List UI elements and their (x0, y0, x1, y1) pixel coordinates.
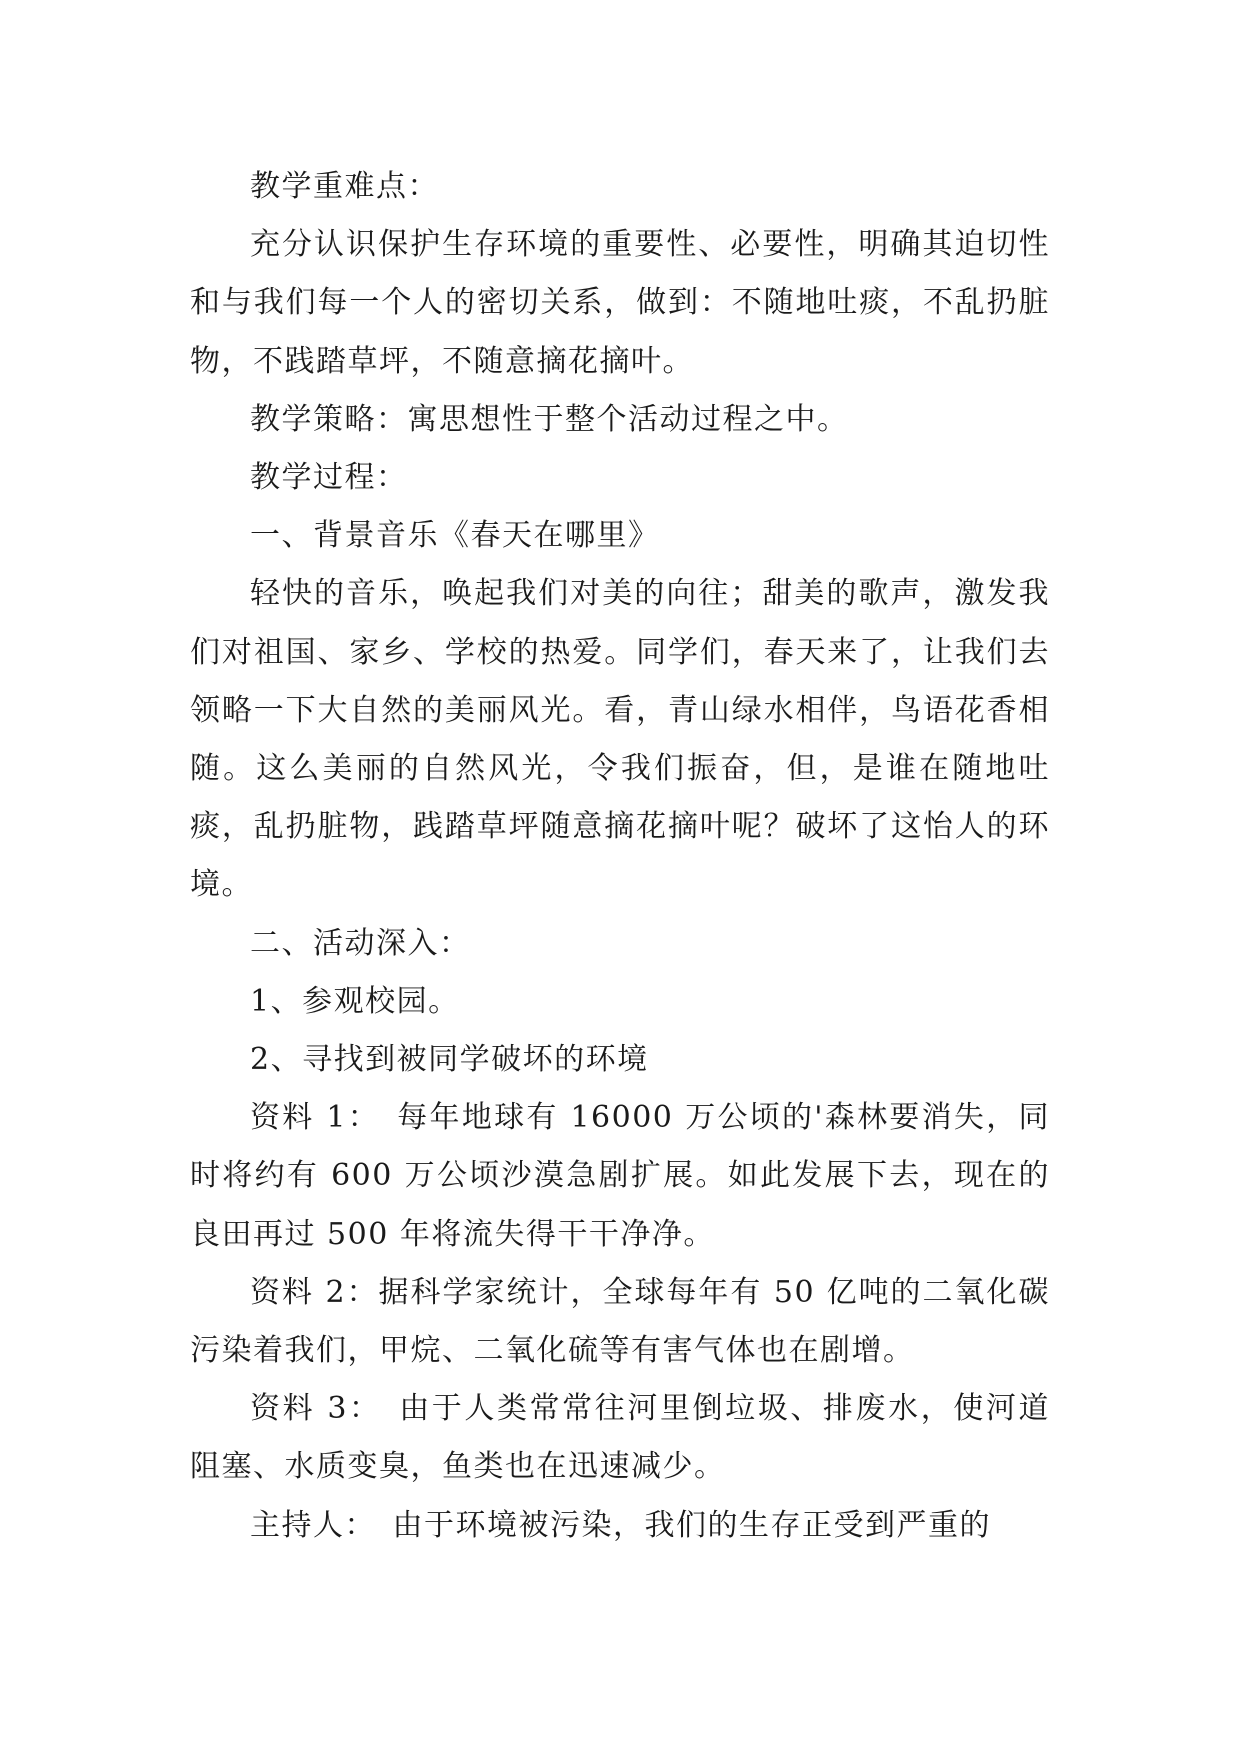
document-body (190, 158, 1050, 1555)
paragraph-music-description: 轻快的音乐，唤起我们对美的向往；甜美的歌声，激发我们对祖国、家乡、学校的热爱。同学们，春天来了，让我们去领略一下大自然的美丽风光。看，青山绿水相伴，鸟语花香相随。这么美丽的自然风光，令我们振奋，但，是谁在随地吐痰，乱扔脏物，践踏草坪随意摘花摘叶呢？破坏了这怡人的环境。 (190, 576, 1050, 903)
heading-teaching-difficulties: 教学重难点： (250, 169, 439, 204)
heading-teaching-process: 教学过程： (250, 460, 408, 496)
paragraph-material-3: 资料 3： 由于人类常常往河里倒垃圾、排废水，使河道阻塞、水质变臭，鱼类也在迅速减少。 (190, 1391, 1050, 1485)
section-one-background-music: 一、背景音乐《春天在哪里》 (250, 518, 660, 554)
paragraph-material-2: 资料 2：据科学家统计，全球每年有 50 亿吨的二氧化碳污染着我们，甲烷、二氧化硫等有害气体也在剧增。 (190, 1274, 1050, 1369)
list-item-find-damage: 2、寻找到被同学破坏的环境 (250, 1042, 649, 1078)
section-two-activity: 二、活动深入： (250, 925, 471, 961)
paragraph-teaching-strategy: 教学策略：寓思想性于整个活动过程之中。 (250, 401, 849, 437)
list-item-visit-campus: 1、参观校园。 (250, 983, 460, 1019)
paragraph-material-1: 资料 1： 每年地球有 16000 万公顷的'森林要消失，同时将约有 600 万公顷沙漠急剧扩展。如此发展下去，现在的良田再过 500 年将流失得干干净净。 (190, 1100, 1050, 1252)
paragraph-difficulties-content: 充分认识保护生存环境的重要性、必要性，明确其迫切性和与我们每一个人的密切关系，做到：不随地吐痰，不乱扔脏物，不践踏草坪，不随意摘花摘叶。 (190, 227, 1050, 379)
paragraph-host: 主持人： 由于环境被污染，我们的生存正受到严重的 (250, 1507, 991, 1543)
